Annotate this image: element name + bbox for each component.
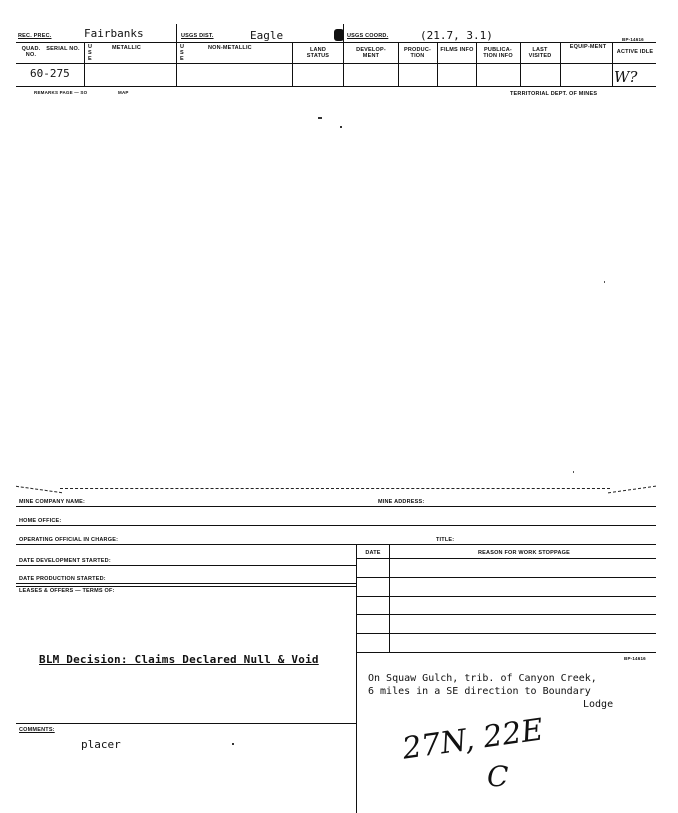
rule-mine-company <box>16 506 656 507</box>
usgs-dist-label: USGS DIST. <box>181 33 214 39</box>
table-row-5 <box>356 652 656 653</box>
col-line-1 <box>84 42 85 86</box>
form-number-bottom: BP-14616 <box>624 656 646 661</box>
mine-address-label: MINE ADDRESS: <box>378 499 425 505</box>
col-line-5 <box>398 42 399 86</box>
col-development: DEVELOP-MENT <box>356 47 386 59</box>
blm-decision: BLM Decision: Claims Declared Null & Void <box>39 653 319 666</box>
col-production: PRODUC-TION <box>403 47 432 59</box>
handwritten-coords: 27N, 22E <box>400 712 546 767</box>
reason-col-header: REASON FOR WORK STOPPAGE <box>478 550 570 556</box>
rule-home-office <box>16 525 656 526</box>
record-quad-serial: 60-275 <box>30 67 70 80</box>
table-vline-left <box>356 544 357 813</box>
rule-date-prod <box>16 583 356 584</box>
scan-speck <box>604 281 605 283</box>
col-line-4 <box>343 42 344 86</box>
header-band <box>0 0 678 100</box>
scan-speck <box>340 126 342 128</box>
col-line-8 <box>520 42 521 86</box>
vsep-header-2 <box>343 24 344 42</box>
rule-date-prod-2 <box>16 586 356 587</box>
table-vline-date <box>389 544 390 652</box>
rule-table-header <box>356 558 656 559</box>
date-dev-label: DATE DEVELOPMENT STARTED: <box>19 558 111 564</box>
rule-date-dev <box>16 565 356 566</box>
usgs-coord-label: USGS COORD. <box>347 33 389 39</box>
col-line-6 <box>437 42 438 86</box>
table-row-1 <box>356 577 656 578</box>
col-metallic: METALLIC <box>112 45 141 51</box>
table-row-2 <box>356 596 656 597</box>
mine-company-label: MINE COMPANY NAME: <box>19 499 86 505</box>
lower-form <box>0 480 678 813</box>
perforation-end-right <box>608 486 656 502</box>
col-line-10 <box>612 42 613 86</box>
operating-official-label: OPERATING OFFICIAL IN CHARGE: <box>19 537 119 543</box>
form-number-top: BP-14616 <box>622 37 644 42</box>
rec-prec-label: REC. PREC. <box>18 33 52 39</box>
location-line-1: On Squaw Gulch, trib. of Canyon Creek, <box>368 673 597 684</box>
col-line-2 <box>176 42 177 86</box>
side-code-left-1: S <box>88 50 92 56</box>
perforation-line <box>60 488 610 489</box>
home-office-label: HOME OFFICE: <box>19 518 62 524</box>
scan-speck <box>232 743 234 745</box>
date-prod-label: DATE PRODUCTION STARTED: <box>19 576 106 582</box>
footer-top-left-ref: MAP <box>118 90 129 95</box>
location-line-3: Lodge <box>583 699 614 710</box>
col-films-info: FILMS INFO <box>440 47 474 53</box>
table-row-3 <box>356 614 656 615</box>
usgs-coord-value: (21.7, 3.1) <box>420 29 493 42</box>
col-publication-info: PUBLICA-TION INFO <box>483 47 513 59</box>
col-equipment: EQUIP-MENT <box>569 44 607 50</box>
col-last-visited: LAST VISITED <box>528 47 552 59</box>
col-serial: SERIAL NO. <box>46 46 80 52</box>
side-code-left-2: E <box>88 56 92 62</box>
side-code-left-0: U <box>88 44 93 50</box>
side-code-right-2: E <box>180 56 184 62</box>
date-col-header: DATE <box>365 550 381 556</box>
col-line-9 <box>560 42 561 86</box>
handwritten-letter: C <box>487 760 509 793</box>
scan-speck <box>573 471 574 473</box>
rule-comments-top <box>16 723 356 724</box>
footer-top-right-text: TERRITORIAL DEPT. OF MINES <box>510 91 598 97</box>
vsep-header-1 <box>176 24 177 42</box>
col-active-idle: ACTIVE IDLE <box>616 49 654 55</box>
scan-speck <box>318 117 322 119</box>
rule-operating-official <box>16 544 656 545</box>
side-code-right-1: S <box>180 50 184 56</box>
rec-prec-value: Fairbanks <box>84 27 144 40</box>
side-code-right-0: U <box>180 44 185 50</box>
record-active-mark: W? <box>614 68 638 86</box>
leases-label: LEASES & OFFERS — TERMS OF: <box>19 588 115 594</box>
table-row-4 <box>356 633 656 634</box>
title-label: TITLE: <box>436 537 455 543</box>
col-line-7 <box>476 42 477 86</box>
col-land-status: LAND STATUS <box>306 47 330 59</box>
col-non-metallic: NON-METALLIC <box>208 45 252 51</box>
comments-label: COMMENTS: <box>19 727 55 733</box>
location-line-2: 6 miles in a SE direction to Boundary <box>368 686 591 697</box>
col-quad: QUAD. NO. <box>21 46 41 58</box>
footer-top-left-text: REMARKS PAGE — SO <box>34 90 88 95</box>
comments-value: placer <box>81 738 121 751</box>
col-line-3 <box>292 42 293 86</box>
usgs-dist-value: Eagle <box>250 29 284 42</box>
rule-record-bottom <box>16 86 656 87</box>
